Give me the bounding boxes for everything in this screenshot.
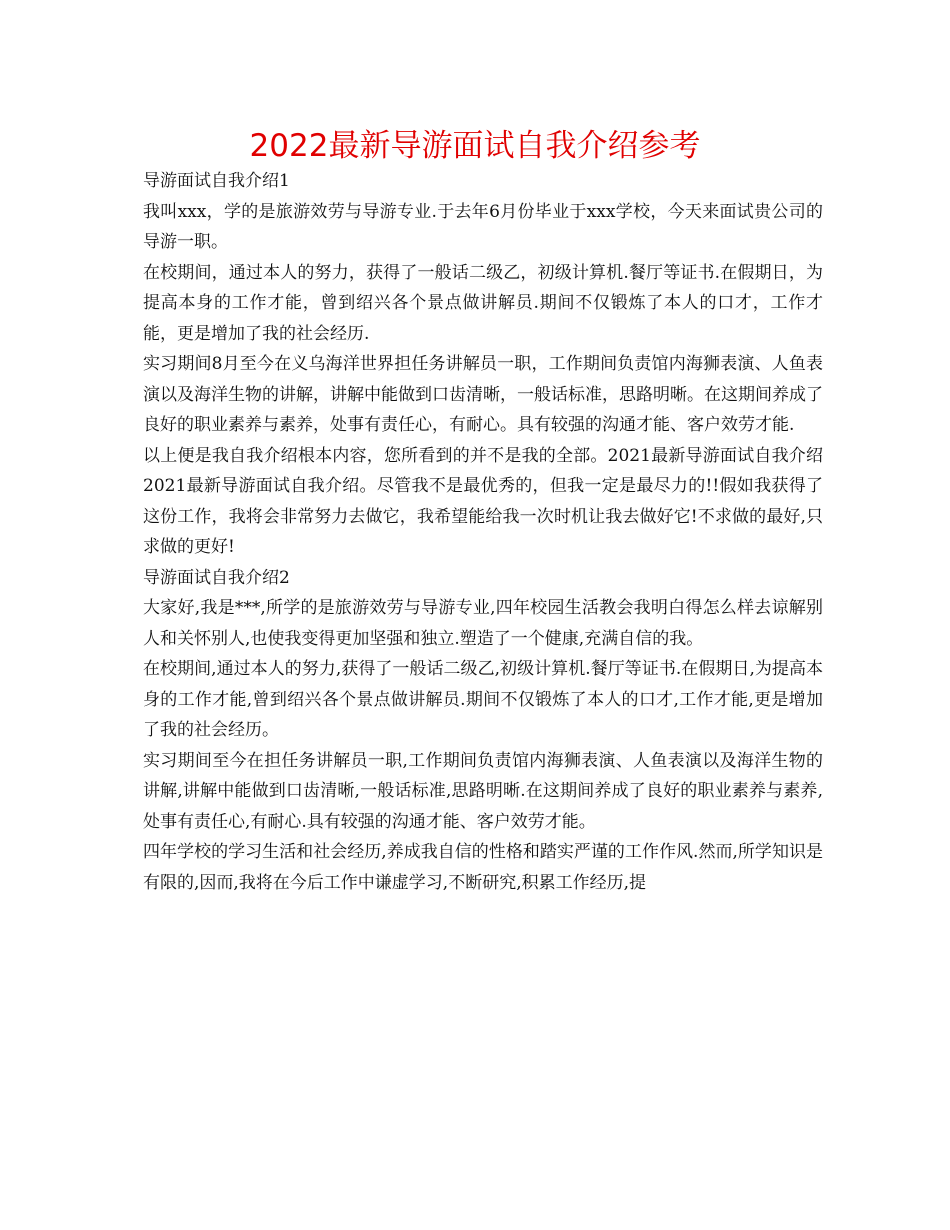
paragraph: 实习期间8月至今在义乌海洋世界担任务讲解员一职，工作期间负责馆内海狮表演、人鱼表演以及海洋生物的讲解，讲解中能做到口齿清晰，一般话标准，思路明晰。在这期间养成了良好的职业素养与素养，处事有责任心，有耐心。具有较强的沟通才能、客户效劳才能. [143, 354, 823, 435]
paragraph: 大家好,我是***,所学的是旅游效劳与导游专业,四年校园生活教会我明白得怎么样去谅解别人和关怀别人,也使我变得更加坚强和独立.塑造了一个健康,充满自信的我。 [143, 598, 823, 649]
paragraph: 我叫xxx，学的是旅游效劳与导游专业.于去年6月份毕业于xxx学校，今天来面试贵公司的导游一职。 [143, 201, 823, 252]
section-heading-1: 导游面试自我介绍1 [143, 171, 290, 191]
paragraph: 在校期间，通过本人的努力，获得了一般话二级乙，初级计算机.餐厅等证书.在假期日，为提高本身的工作才能，曾到绍兴各个景点做讲解员.期间不仅锻炼了本人的口才，工作才能，更是增加了我的社会经历. [143, 262, 823, 344]
paragraph: 在校期间,通过本人的努力,获得了一般话二级乙,初级计算机.餐厅等证书.在假期日,为提高本身的工作才能,曾到绍兴各个景点做讲解员.期间不仅锻炼了本人的口才,工作才能,更是增加了我的社会经历。 [143, 659, 823, 740]
paragraph: 以上便是我自我介绍根本内容，您所看到的并不是我的全部。2021最新导游面试自我介绍2021最新导游面试自我介绍。尽管我不是最优秀的，但我一定是最尽力的!!假如我获得了这份工作，我将会非常努力去做它，我希望能给我一次时机让我去做好它!不求做的最好,只求做的更好! [143, 445, 823, 557]
document-body [143, 166, 823, 898]
paragraph: 四年学校的学习生活和社会经历,养成我自信的性格和踏实严谨的工作作风.然而,所学知识是有限的,因而,我将在今后工作中谦虚学习,不断研究,积累工作经历,提 [143, 842, 823, 893]
section-heading-2: 导游面试自我介绍2 [143, 567, 290, 588]
document-title: 2022最新导游面试自我介绍参考 [249, 128, 701, 164]
paragraph: 实习期间至今在担任务讲解员一职,工作期间负责馆内海狮表演、人鱼表演以及海洋生物的讲解,讲解中能做到口齿清晰,一般话标准,思路明晰.在这期间养成了良好的职业素养与素养,处事有责任心,有耐心.具有较强的沟通才能、客户效劳才能。 [143, 750, 823, 832]
